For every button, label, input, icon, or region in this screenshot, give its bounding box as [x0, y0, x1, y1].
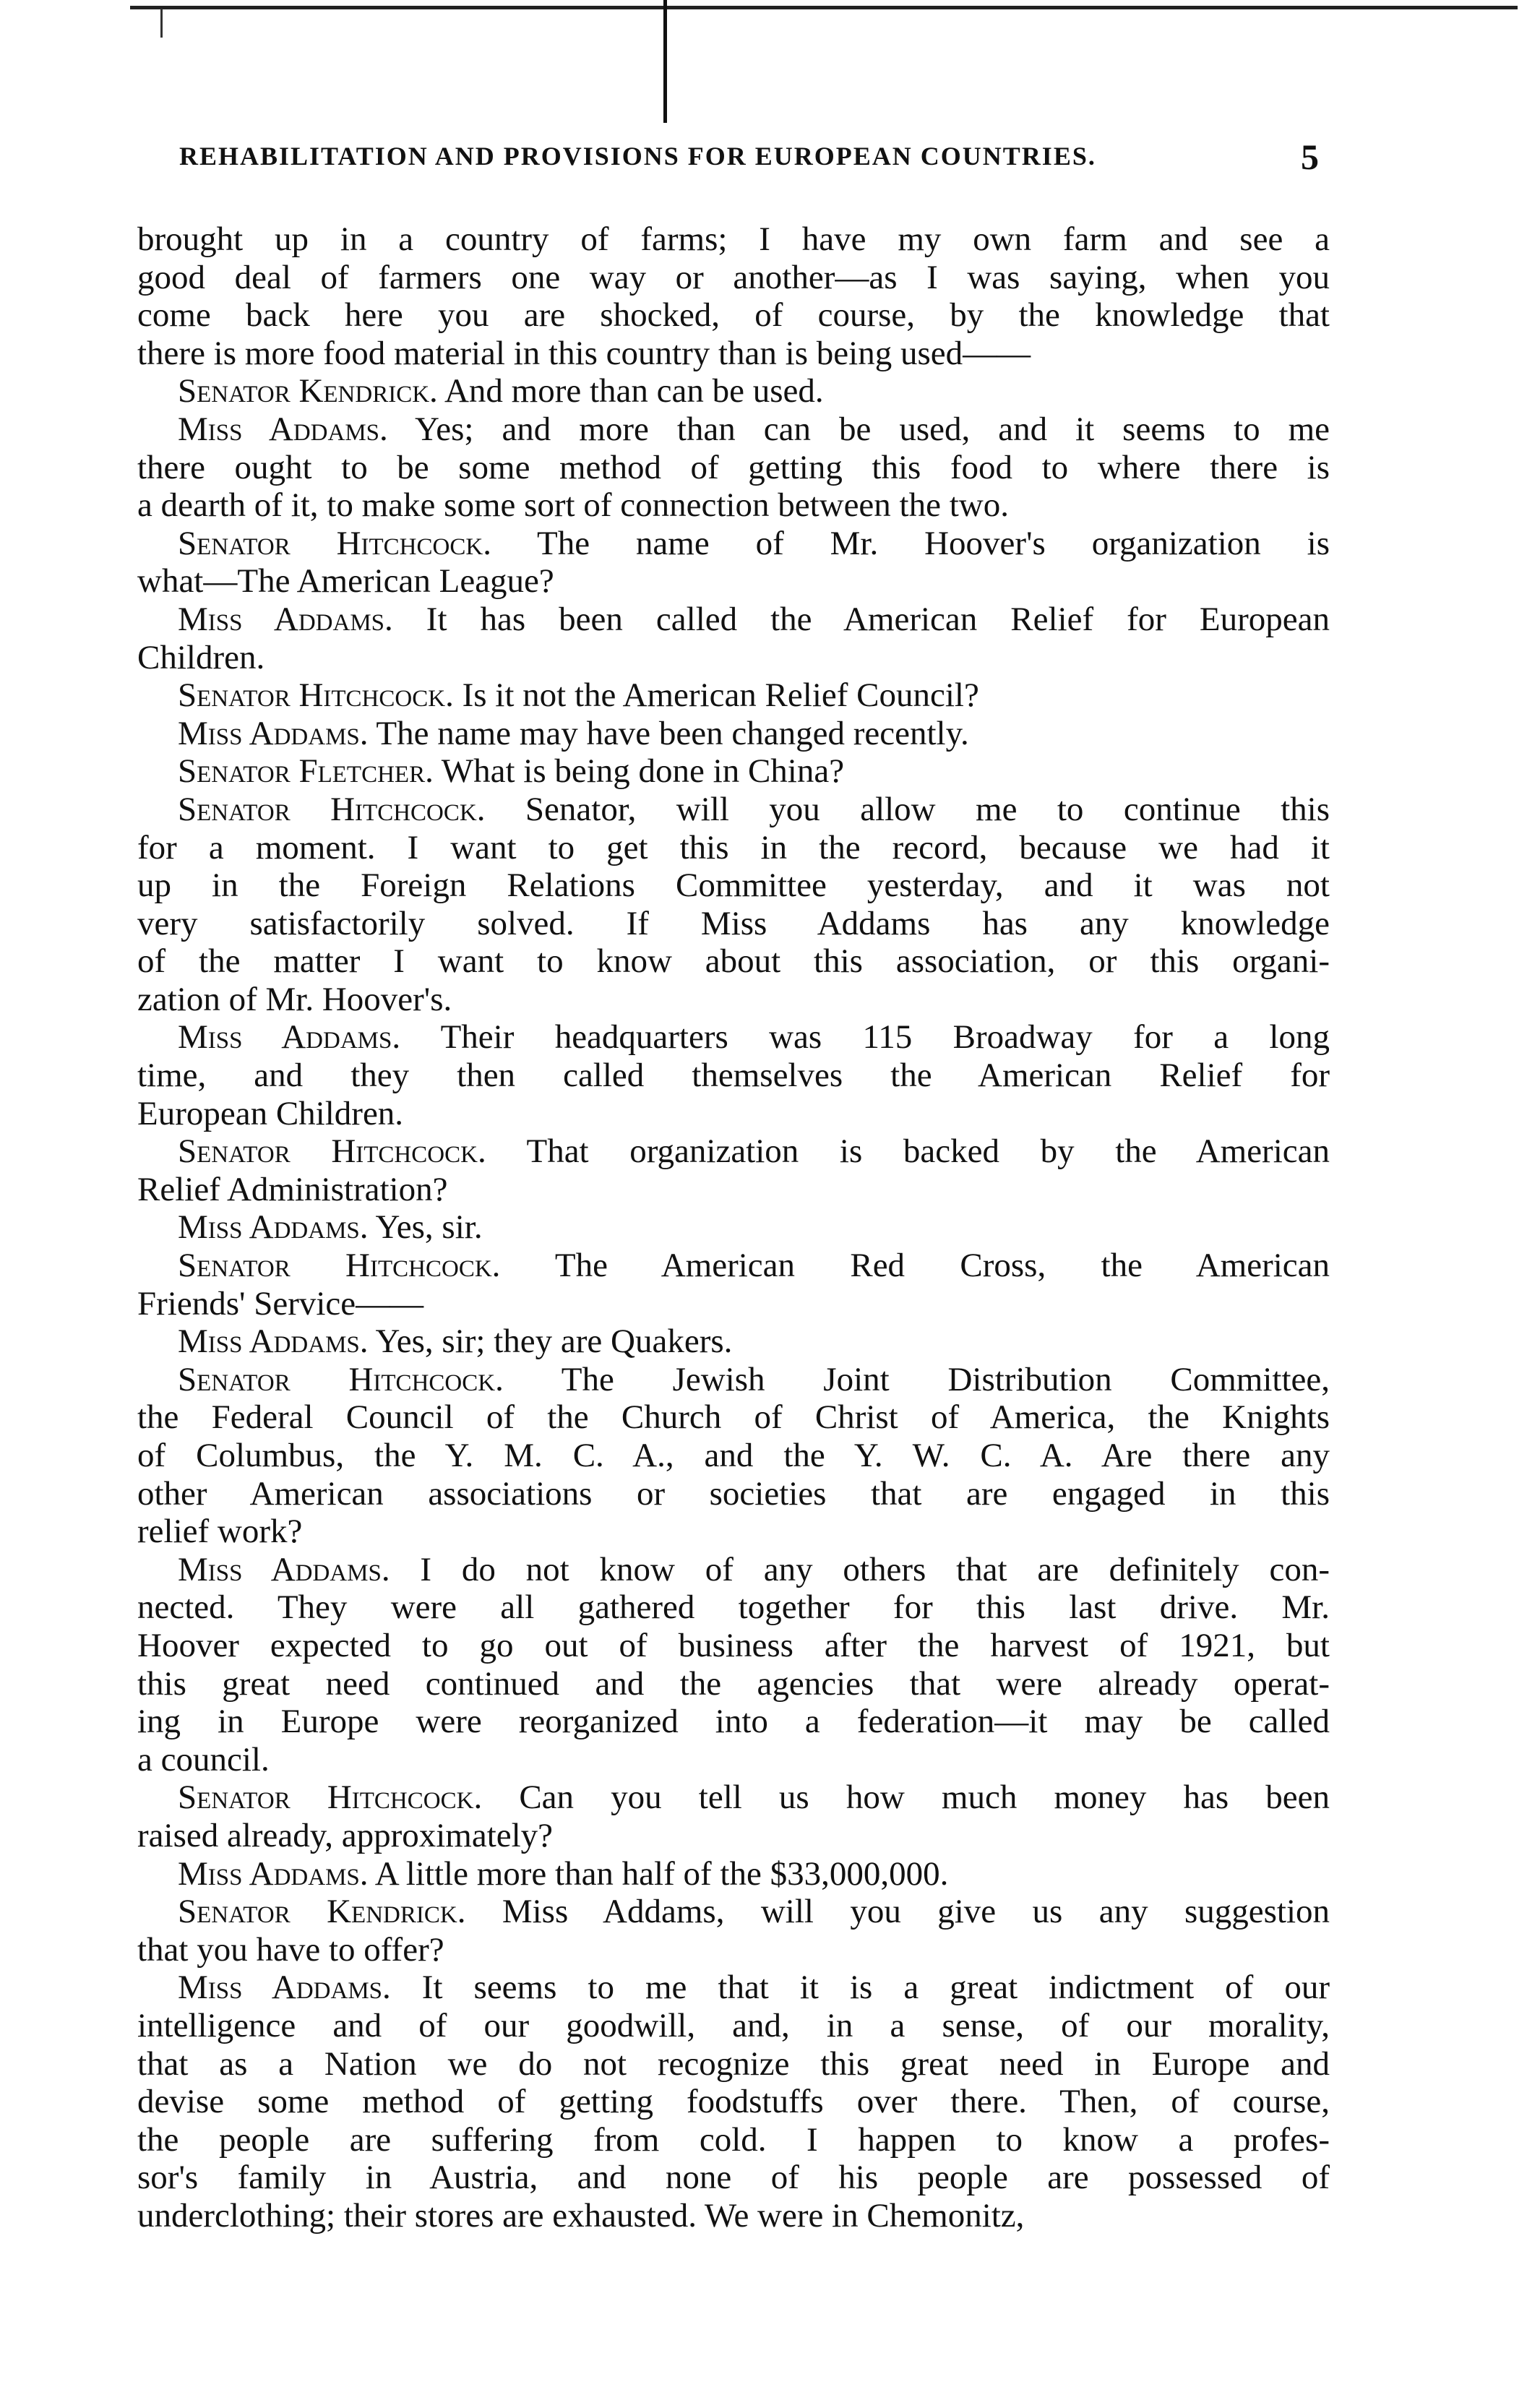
line-text: the people are suffering from cold. I happen to know a profes-: [137, 2120, 1330, 2159]
line-text: Is it not the American Relief Council?: [453, 676, 979, 715]
line-text: what—The American League?: [137, 562, 554, 601]
line-text: The name may have been changed recently.: [368, 714, 969, 752]
line-text: That organization is backed by the American: [486, 1132, 1330, 1171]
text-line: [137, 486, 1330, 525]
speaker-line: [137, 1322, 1330, 1361]
scan-fold-line: [663, 0, 667, 123]
speaker-name: Miss Addams.: [178, 1854, 369, 1893]
text-line: [137, 1398, 1330, 1437]
line-text: good deal of farmers one way or another—as I was saying, when you: [137, 258, 1330, 296]
line-text: sor's family in Austria, and none of his people are possessed of: [137, 2159, 1330, 2197]
speaker-line: [137, 715, 1330, 753]
testimony-body: [137, 220, 1330, 2235]
line-text: for a moment. I want to get this in the record, because we had it: [137, 828, 1330, 866]
speaker-name: Miss Addams.: [178, 1208, 369, 1247]
text-line: [137, 1703, 1330, 1741]
text-line: [137, 562, 1330, 601]
speaker-line: [137, 1132, 1330, 1171]
line-text: of the matter I want to know about this association, or this organi-: [137, 942, 1330, 981]
text-line: [137, 1817, 1330, 1855]
speaker-name: Senator Fletcher.: [178, 752, 434, 791]
line-text: very satisfactorily solved. If Miss Addams has any knowledge: [137, 904, 1330, 942]
line-text: Miss Addams, will you give us any suggestion: [465, 1893, 1330, 1931]
speaker-line: [137, 752, 1330, 791]
speaker-line: [137, 601, 1330, 639]
text-line: [137, 1057, 1330, 1095]
speaker-name: Miss Addams.: [178, 714, 369, 752]
text-line: [137, 2045, 1330, 2083]
speaker-name: Miss Addams.: [178, 410, 388, 448]
speaker-line: [137, 1969, 1330, 2007]
line-text: intelligence and of our goodwill, and, in a sense, of our morality,: [137, 2006, 1330, 2044]
speaker-name: Miss Addams.: [178, 1322, 369, 1361]
text-line: [137, 335, 1330, 373]
speaker-name: Senator Hitchcock.: [178, 1132, 486, 1171]
line-text: ing in Europe were reorganized into a federation—it may be called: [137, 1703, 1330, 1741]
line-text: underclothing; their stores are exhausted. We were in Chemonitz,: [137, 2196, 1025, 2235]
running-head: REHABILITATION AND PROVISIONS FOR EUROPEAN COUNTRIES.: [179, 142, 1096, 171]
line-text: zation of Mr. Hoover's.: [137, 980, 452, 1018]
line-text: other American associations or societies that are engaged in this: [137, 1474, 1330, 1513]
line-text: that you have to offer?: [137, 1930, 444, 1969]
text-line: [137, 449, 1330, 487]
text-line: [137, 2197, 1330, 2235]
text-line: [137, 2159, 1330, 2197]
text-line: [137, 1095, 1330, 1133]
line-text: there is more food material in this country than is being used——: [137, 334, 1031, 372]
line-text: that as a Nation we do not recognize this great need in Europe and: [137, 2044, 1330, 2083]
line-text: relief work?: [137, 1513, 303, 1551]
speaker-line: [137, 525, 1330, 563]
text-line: [137, 2083, 1330, 2121]
line-text: Their headquarters was 115 Broadway for a long: [400, 1018, 1330, 1057]
line-text: a council.: [137, 1740, 270, 1779]
text-line: [137, 1171, 1330, 1209]
line-text: devise some method of getting foodstuffs over there. Then, of course,: [137, 2083, 1330, 2121]
speaker-name: Senator Kendrick.: [178, 1893, 466, 1931]
line-text: Children.: [137, 638, 265, 676]
line-text: up in the Foreign Relations Committee yesterday, and it was not: [137, 866, 1330, 905]
line-text: It has been called the American Relief for European: [392, 600, 1330, 638]
text-line: [137, 2121, 1330, 2159]
line-text: Relief Administration?: [137, 1170, 448, 1208]
line-text: I do not know of any others that are definitely con-: [390, 1550, 1330, 1588]
line-text: European Children.: [137, 1094, 404, 1132]
text-line: [137, 220, 1330, 259]
speaker-line: [137, 1361, 1330, 1399]
line-text: Can you tell us how much money has been: [482, 1779, 1330, 1817]
text-line: [137, 1627, 1330, 1665]
text-line: [137, 981, 1330, 1019]
line-text: And more than can be used.: [437, 372, 824, 410]
text-line: [137, 1741, 1330, 1779]
line-text: Yes, sir; they are Quakers.: [368, 1322, 733, 1361]
speaker-line: [137, 1855, 1330, 1893]
text-line: [137, 829, 1330, 867]
line-text: The American Red Cross, the American: [500, 1247, 1330, 1285]
line-text: The name of Mr. Hoover's organization is: [491, 524, 1330, 562]
speaker-line: [137, 372, 1330, 410]
speaker-line: [137, 791, 1330, 829]
text-line: [137, 1285, 1330, 1323]
speaker-name: Senator Hitchcock.: [178, 1360, 504, 1398]
text-line: [137, 1588, 1330, 1627]
speaker-name: Miss Addams.: [178, 1550, 390, 1588]
line-text: raised already, approximately?: [137, 1816, 554, 1854]
line-text: time, and they then called themselves the American Relief for: [137, 1057, 1330, 1095]
text-line: [137, 1931, 1330, 1969]
line-text: come back here you are shocked, of course, by the knowledge that: [137, 296, 1330, 335]
speaker-name: Miss Addams.: [178, 1018, 401, 1057]
speaker-line: [137, 676, 1330, 715]
text-line: [137, 1665, 1330, 1703]
speaker-name: Miss Addams.: [178, 1969, 391, 2007]
speaker-name: Senator Hitchcock.: [178, 524, 491, 562]
text-line: [137, 1513, 1330, 1551]
text-line: [137, 942, 1330, 981]
speaker-name: Senator Hitchcock.: [178, 1779, 483, 1817]
text-line: [137, 905, 1330, 943]
speaker-name: Senator Hitchcock.: [178, 676, 454, 715]
text-line: [137, 1475, 1330, 1513]
line-text: The Jewish Joint Distribution Committee,: [503, 1360, 1330, 1398]
speaker-name: Senator Hitchcock.: [178, 790, 486, 828]
text-line: [137, 2007, 1330, 2045]
text-line: [137, 296, 1330, 335]
speaker-line: [137, 1208, 1330, 1247]
line-text: the Federal Council of the Church of Christ of America, the Knights: [137, 1398, 1330, 1437]
line-text: this great need continued and the agencies that were already operat-: [137, 1664, 1330, 1703]
line-text: a dearth of it, to make some sort of connection between the two.: [137, 486, 1009, 525]
speaker-name: Miss Addams.: [178, 600, 393, 638]
text-line: [137, 639, 1330, 677]
text-line: [137, 1437, 1330, 1475]
top-border-rule: [130, 6, 1518, 9]
speaker-line: [137, 1893, 1330, 1931]
line-text: nected. They were all gathered together for this last drive. Mr.: [137, 1588, 1330, 1627]
speaker-name: Senator Hitchcock.: [178, 1247, 501, 1285]
text-line: [137, 866, 1330, 905]
speaker-name: Senator Kendrick.: [178, 372, 438, 410]
line-text: What is being done in China?: [433, 752, 845, 791]
text-line: [137, 259, 1330, 297]
speaker-line: [137, 1779, 1330, 1817]
speaker-line: [137, 1018, 1330, 1057]
line-text: Yes; and more than can be used, and it seems to me: [387, 410, 1330, 448]
line-text: It seems to me that it is a great indictment of our: [390, 1969, 1330, 2007]
line-text: Senator, will you allow me to continue this: [485, 790, 1330, 828]
page-number: 5: [1301, 137, 1319, 177]
scan-tick-mark: [160, 9, 163, 38]
speaker-line: [137, 1247, 1330, 1285]
speaker-line: [137, 1551, 1330, 1589]
speaker-line: [137, 410, 1330, 449]
line-text: Friends' Service——: [137, 1284, 424, 1322]
line-text: there ought to be some method of getting this food to where there is: [137, 448, 1330, 486]
line-text: A little more than half of the $33,000,000.: [368, 1854, 949, 1893]
line-text: Yes, sir.: [368, 1208, 483, 1247]
line-text: of Columbus, the Y. M. C. A., and the Y. W. C. A. Are there any: [137, 1437, 1330, 1474]
line-text: brought up in a country of farms; I have my own farm and see a: [137, 220, 1330, 258]
line-text: Hoover expected to go out of business after the harvest of 1921, but: [137, 1626, 1330, 1664]
